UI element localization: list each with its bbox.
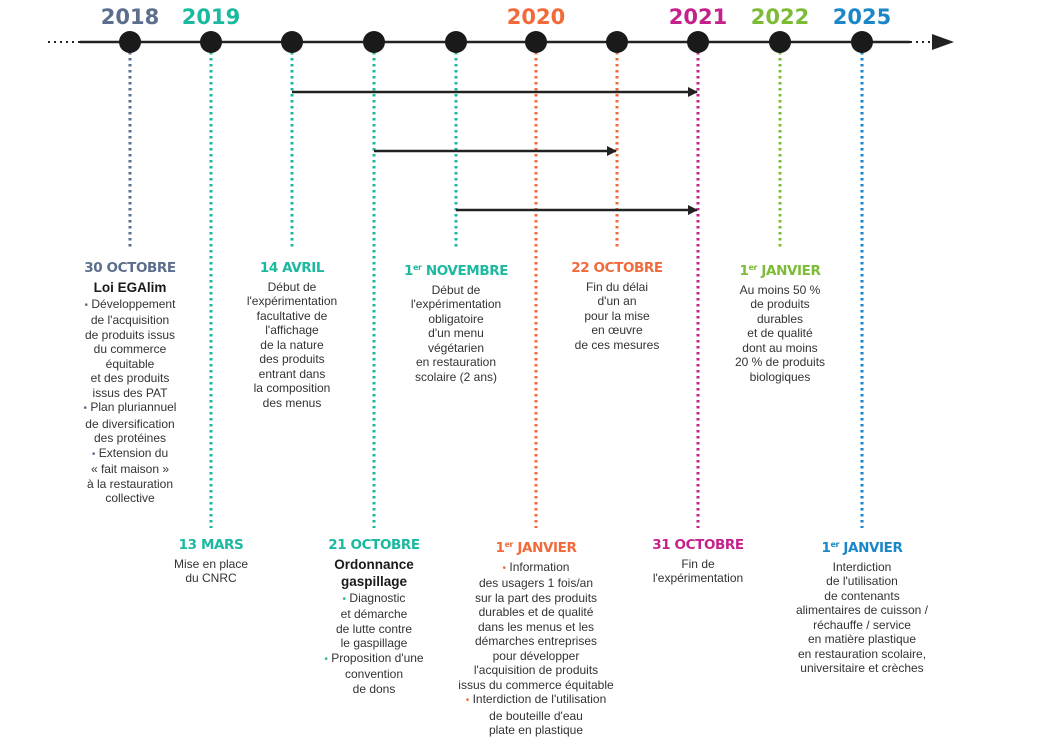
event-date: 21 OCTOBRE [328,537,420,553]
milestone-dot [687,31,709,53]
text-line: pour développer [492,648,580,663]
year-label-2021: 2021 [668,5,728,29]
list-item: • Développement [84,296,176,311]
text-line: à la restauration [86,476,174,491]
list-item: • Information [502,559,570,574]
event-heading: gaspillage [340,573,408,589]
bullet: • [342,593,347,605]
event-jan2025 [772,538,952,676]
text-line: pour la mise [584,308,650,323]
event-date: 14 AVRIL [259,260,325,276]
text-line: Au moins 50 % [739,282,821,297]
text-line: plate en plastique [488,723,584,737]
text-line: dont au moins [742,340,818,355]
text-line: réchauffe / service [813,617,911,632]
text-line: « fait maison » [90,462,170,476]
text-line: d'un menu [428,326,484,340]
event-date: 1er JANVIER [821,540,903,556]
text-line: l'expérimentation [246,294,338,308]
event-oct2021 [623,538,773,586]
text-line: facultative de [256,308,328,323]
year-label-2022: 2022 [750,5,810,29]
text-line: en œuvre [591,323,643,337]
list-item: • Proposition d'une [324,650,424,665]
text-line: 20 % de produits [734,355,826,369]
text-line: alimentaires de cuisson / [795,603,929,617]
text-line: des protéines [93,431,167,445]
text-line: entrant dans [258,366,326,381]
event-date: 1er NOVEMBRE [403,263,509,279]
year-label-2025: 2025 [832,5,892,29]
text-line: de diversification [85,416,175,431]
event-heading: Loi EGAlim [93,279,167,295]
event-oct2019 [299,538,449,696]
list-item: • Diagnostic [342,590,406,605]
event-date: 1er JANVIER [739,263,821,279]
text-line: d'un an [597,294,637,308]
text-line: universitaire et crèches [800,661,924,675]
text-line: la composition [253,381,331,395]
milestone-dot [525,31,547,53]
event-jan2022 [705,261,855,384]
text-line: de lutte contre [335,621,413,636]
text-line: Fin du délai [585,279,649,294]
text-line: équitable [105,356,155,371]
text-line: sur la part des produits [474,590,598,605]
text-line: Début de [267,279,317,294]
list-item: • Plan pluriannuel [83,400,177,414]
text-line: scolaire (2 ans) [414,369,498,384]
text-line: et des produits [90,371,170,385]
bullet: • [502,562,507,574]
event-date: 22 OCTOBRE [571,260,663,276]
text-line: et démarche [340,607,408,621]
event-date: 31 OCTOBRE [652,537,744,553]
text-line: l'expérimentation [652,571,744,585]
text-line: biologiques [749,369,811,384]
text-line: de bouteille d'eau [489,708,583,723]
text-line: démarches entreprises [474,634,598,648]
event-heading: Ordonnance [334,556,414,572]
text-line: durables [756,311,804,326]
text-line: des produits [259,352,325,366]
bullet: • [324,653,328,665]
milestone-dot [606,31,628,53]
text-line: de ces mesures [574,337,660,352]
text-line: obligatoire [428,311,484,326]
text-line: durables et de qualité [478,605,594,619]
text-line: issus des PAT [92,385,168,400]
text-line: du CNRC [185,571,237,585]
text-line: Interdiction [832,559,892,574]
bullet: • [91,448,96,460]
text-line: l'expérimentation [410,297,502,311]
event-nov2019 [381,261,531,384]
year-label-2018: 2018 [100,5,160,29]
text-line: végétarien [427,340,485,355]
text-line: convention [344,667,404,681]
text-line: et de qualité [747,326,813,340]
milestone-dot [281,31,303,53]
event-date: 1er JANVIER [495,540,577,556]
text-line: en restauration [415,355,497,369]
text-line: de dons [352,681,396,696]
year-label-2019: 2019 [181,5,241,29]
text-line: l'affichage [265,323,319,337]
milestone-dot [769,31,791,53]
bullet: • [84,299,89,311]
event-oct2020 [542,261,692,352]
text-line: de l'acquisition [90,313,170,327]
text-line: de l'utilisation [826,574,898,588]
text-line: dans les menus et les [477,619,595,634]
text-line: de la nature [260,337,324,352]
milestone-dot [363,31,385,53]
text-line: collective [105,491,155,505]
milestone-dot [851,31,873,53]
text-line: de contenants [824,588,900,603]
event-jan2020 [436,538,636,738]
milestone-dot [445,31,467,53]
bullet: • [83,403,88,414]
event-oct2018 [55,261,205,506]
text-line: Fin de [681,556,715,571]
text-line: issus du commerce équitable [458,677,614,692]
text-line: Mise en place [173,556,249,571]
text-line: des menus [262,395,322,410]
text-line: l'acquisition de produits [473,663,599,677]
text-line: du commerce [93,342,167,356]
text-line: de produits [750,297,810,311]
text-line: de produits issus [84,327,176,342]
text-line: le gaspillage [340,636,408,650]
milestone-dot [200,31,222,53]
event-avr2019 [217,261,367,410]
text-line: des usagers 1 fois/an [478,576,594,590]
list-item: • Extension du [91,445,169,460]
event-date: 13 MARS [178,537,244,553]
event-mar2019 [136,538,286,586]
event-date: 30 OCTOBRE [84,260,176,276]
year-label-2020: 2020 [506,5,566,29]
milestone-dot [119,31,141,53]
text-line: en restauration scolaire, [797,646,927,661]
list-item: • Interdiction de l'utilisation [465,692,607,706]
text-line: Début de [431,282,481,297]
text-line: en matière plastique [807,632,917,646]
bullet: • [465,695,470,706]
